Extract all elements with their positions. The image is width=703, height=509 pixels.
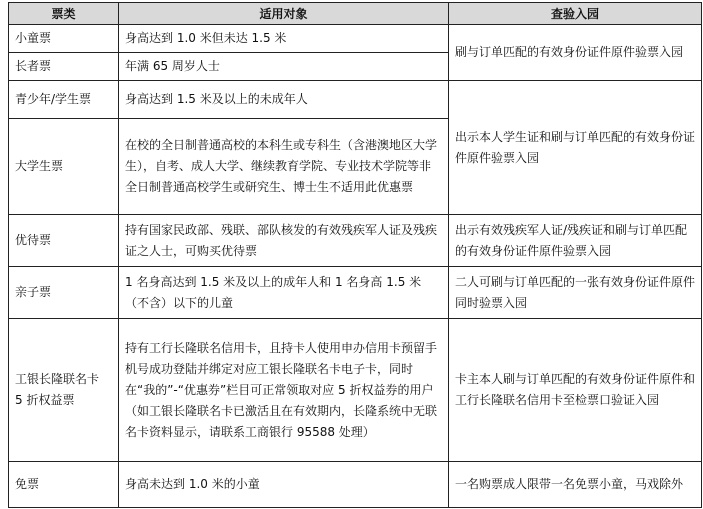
check-cell: 一名购票成人限带一名免票小童，马戏除外 (449, 462, 702, 508)
ticket-type-cell: 工银长隆联名卡 5 折权益票 (9, 319, 119, 462)
target-cell: 持有国家民政部、残联、部队核发的有效残疾军人证及残疾证之人士，可购买优待票 (119, 215, 449, 267)
target-cell: 持有工行长隆联名信用卡，且持卡人使用申办信用卡预留手机号成功登陆并绑定对应工银长隆联名卡电子卡，同时在“我的”-“优惠券”栏目可正常领取对应 5 折权益券的用户（如工银长隆联名卡已激活且在有效期内，长隆系统中无联名卡资料显示，请联系工商银行 95588 处理） (119, 319, 449, 462)
table-row (9, 267, 702, 319)
header-ticket-type: 票类 (9, 3, 119, 25)
target-cell: 1 名身高达到 1.5 米及以上的成年人和 1 名身高 1.5 米（不含）以下的儿童 (119, 267, 449, 319)
header-entry-check: 查验入园 (449, 3, 702, 25)
ticket-type-cell: 长者票 (9, 53, 119, 81)
check-cell: 出示本人学生证和刷与订单匹配的有效身份证件原件验票入园 (449, 81, 702, 215)
ticket-type-cell: 青少年/学生票 (9, 81, 119, 119)
target-cell: 身高达到 1.0 米但未达 1.5 米 (119, 25, 449, 53)
ticket-type-cell: 小童票 (9, 25, 119, 53)
table-row (9, 319, 702, 462)
check-cell: 二人可刷与订单匹配的一张有效身份证件原件同时验票入园 (449, 267, 702, 319)
ticket-type-cell: 免票 (9, 462, 119, 508)
table-header-row (9, 3, 702, 25)
target-cell: 年满 65 周岁人士 (119, 53, 449, 81)
ticket-type-cell: 大学生票 (9, 119, 119, 215)
target-cell: 在校的全日制普通高校的本科生或专科生（含港澳地区大学生），自考、成人大学、继续教育学院、专业技术学院等非全日制普通高校学生或研究生、博士生不适用此优惠票 (119, 119, 449, 215)
target-cell: 身高达到 1.5 米及以上的未成年人 (119, 81, 449, 119)
target-cell: 身高未达到 1.0 米的小童 (119, 462, 449, 508)
check-cell: 刷与订单匹配的有效身份证件原件验票入园 (449, 25, 702, 81)
ticket-type-cell: 亲子票 (9, 267, 119, 319)
table-row (9, 462, 702, 508)
ticket-type-cell: 优待票 (9, 215, 119, 267)
table-row (9, 215, 702, 267)
check-cell: 出示有效残疾军人证/残疾证和刷与订单匹配的有效身份证件原件验票入园 (449, 215, 702, 267)
header-applicable-target: 适用对象 (119, 3, 449, 25)
table-row (9, 25, 702, 53)
table-row (9, 81, 702, 119)
ticket-table (8, 2, 702, 508)
check-cell: 卡主本人刷与订单匹配的有效身份证件原件和工行长隆联名信用卡至检票口验证入园 (449, 319, 702, 462)
